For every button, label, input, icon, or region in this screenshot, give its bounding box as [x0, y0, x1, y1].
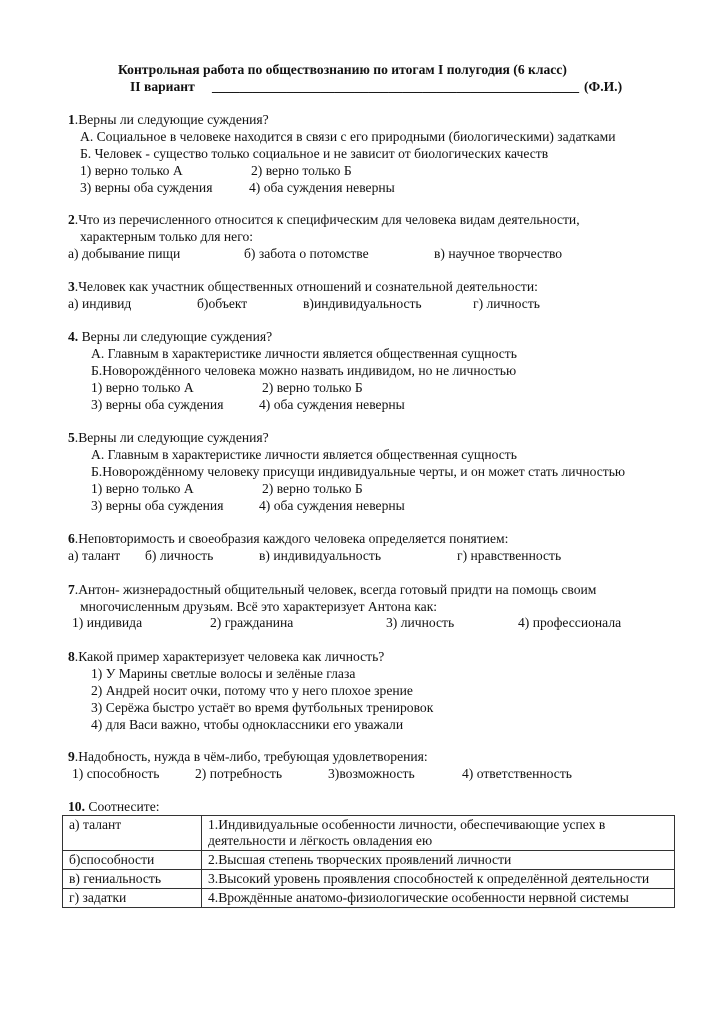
table-cell-definition: 2.Высшая степень творческих проявлений личности — [202, 851, 675, 870]
q9-option-2: 2) потребность — [195, 766, 283, 781]
fio-label: (Ф.И.) — [584, 79, 623, 94]
q8-option-3: 3) Серёжа быстро устаёт во время футбольных тренировок — [91, 700, 434, 715]
q1-option-1: 1) верно только А — [80, 163, 183, 178]
q4-option-1: 1) верно только А — [91, 380, 194, 395]
question-6: 6.Неповторимость и своеобразия каждого человека определяется понятием: — [68, 531, 509, 546]
q7-option-1: 1) индивида — [72, 615, 143, 630]
q7-option-4: 4) профессионала — [518, 615, 622, 630]
table-cell-definition: 3.Высокий уровень проявления способностей к определённой деятельности — [202, 870, 675, 889]
table-cell-definition: 1.Индивидуальные особенности личности, обеспечивающие успех в деятельности и лёгкость овладения ею — [202, 816, 675, 851]
q3-option-a: а) индивид — [68, 296, 132, 311]
q4-statement-a: А. Главным в характеристике личности является общественная сущность — [91, 346, 517, 361]
q7-text-cont: многочисленным друзьям. Всё это характеризует Антона как: — [80, 599, 438, 614]
question-5: 5.Верны ли следующие суждения? — [68, 430, 269, 445]
q1-option-4: 4) оба суждения неверны — [249, 180, 395, 195]
table-row — [63, 889, 675, 908]
question-9: 9.Надобность, нужда в чём-либо, требующая удовлетворения: — [68, 749, 428, 764]
variant-label: II вариант — [130, 79, 195, 94]
matching-table — [62, 815, 675, 908]
q5-option-3: 3) верны оба суждения — [91, 498, 224, 513]
q4-option-3: 3) верны оба суждения — [91, 397, 224, 412]
q3-option-b: б)объект — [197, 296, 248, 311]
question-4: 4. Верны ли следующие суждения? — [68, 329, 273, 344]
question-2: 2.Что из перечисленного относится к специфическим для человека видам деятельности, — [68, 212, 580, 227]
q1-statement-a: А. Социальное в человеке находится в связи с его природными (биологическими) задатками — [80, 129, 616, 144]
question-3: 3.Человек как участник общественных отношений и сознательной деятельности: — [68, 279, 538, 294]
q8-option-2: 2) Андрей носит очки, потому что у него плохое зрение — [91, 683, 413, 698]
q9-option-3: 3)возможность — [328, 766, 415, 781]
q5-statement-a: А. Главным в характеристике личности является общественная сущность — [91, 447, 517, 462]
question-1: 1.Верны ли следующие суждения? — [68, 112, 269, 127]
q3-option-d: г) личность — [473, 296, 540, 311]
q5-option-1: 1) верно только А — [91, 481, 194, 496]
q6-option-d: г) нравственность — [457, 548, 562, 563]
q2-option-a: а) добывание пищи — [68, 246, 181, 261]
q2-option-c: в) научное творчество — [434, 246, 563, 261]
question-10: 10. Соотнесите: — [68, 799, 160, 814]
q5-statement-b: Б.Новорождённому человеку присущи индивидуальные черты, и он может стать личностью — [91, 464, 626, 479]
q8-option-1: 1) У Марины светлые волосы и зелёные глаза — [91, 666, 356, 681]
question-7: 7.Антон- жизнерадостный общительный человек, всегда готовый придти на помощь своим — [68, 582, 597, 597]
table-cell-term: г) задатки — [63, 889, 202, 908]
q2-option-b: б) забота о потомстве — [244, 246, 369, 261]
q4-statement-b: Б.Новорождённого человека можно назвать индивидом, но не личностью — [91, 363, 517, 378]
q6-option-a: а) талант — [68, 548, 121, 563]
table-cell-term: а) талант — [63, 816, 202, 851]
q3-option-c: в)индивидуальность — [303, 296, 422, 311]
q1-option-3: 3) верны оба суждения — [80, 180, 213, 195]
q1-statement-b: Б. Человек - существо только социальное и не зависит от биологических качеств — [80, 146, 549, 161]
q5-option-4: 4) оба суждения неверны — [259, 498, 405, 513]
table-cell-term: в) гениальность — [63, 870, 202, 889]
q9-option-1: 1) способность — [72, 766, 160, 781]
q7-option-3: 3) личность — [386, 615, 455, 630]
q5-option-2: 2) верно только Б — [262, 481, 363, 496]
q7-option-2: 2) гражданина — [210, 615, 294, 630]
table-cell-definition: 4.Врождённые анатомо-физиологические особенности нервной системы — [202, 889, 675, 908]
page-title: Контрольная работа по обществознанию по итогам I полугодия (6 класс) — [118, 62, 567, 77]
table-row — [63, 816, 675, 851]
q6-option-c: в) индивидуальность — [259, 548, 382, 563]
name-line: ______________________________________________________ — [212, 79, 580, 94]
q4-option-2: 2) верно только Б — [262, 380, 363, 395]
q4-option-4: 4) оба суждения неверны — [259, 397, 405, 412]
table-row — [63, 851, 675, 870]
q1-option-2: 2) верно только Б — [251, 163, 352, 178]
q2-text-cont: характерным только для него: — [80, 229, 254, 244]
q9-option-4: 4) ответственность — [462, 766, 572, 781]
question-8: 8.Какой пример характеризует человека как личность? — [68, 649, 385, 664]
q6-option-b: б) личность — [145, 548, 214, 563]
q8-option-4: 4) для Васи важно, чтобы одноклассники его уважали — [91, 717, 404, 732]
table-row — [63, 870, 675, 889]
table-cell-term: б)способности — [63, 851, 202, 870]
